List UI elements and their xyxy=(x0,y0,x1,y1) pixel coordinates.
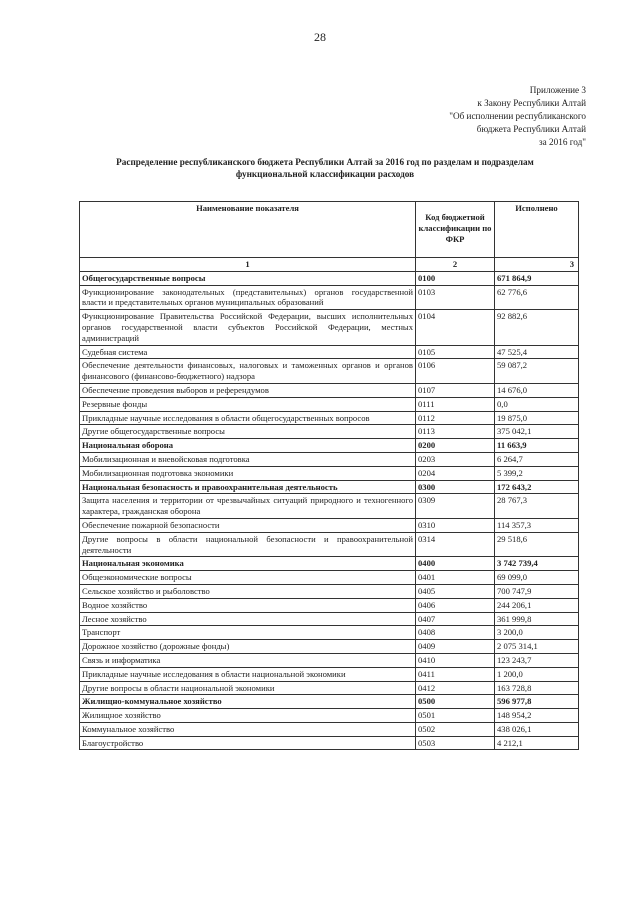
row-value: 14 676,0 xyxy=(495,383,579,397)
row-code: 0503 xyxy=(416,736,495,750)
row-value: 114 357,3 xyxy=(495,518,579,532)
row-name: Судебная система xyxy=(80,345,416,359)
row-name: Прикладные научные исследования в области общегосударственных вопросов xyxy=(80,411,416,425)
table-row xyxy=(80,612,579,626)
row-code: 0309 xyxy=(416,494,495,519)
table-row xyxy=(80,494,579,519)
table-row xyxy=(80,466,579,480)
table-row xyxy=(80,310,579,345)
table-header-row xyxy=(80,202,579,258)
appendix-line: Приложение 3 xyxy=(529,85,586,95)
row-value: 59 087,2 xyxy=(495,359,579,384)
row-value: 438 026,1 xyxy=(495,722,579,736)
row-value: 92 882,6 xyxy=(495,310,579,345)
table-row xyxy=(80,667,579,681)
table-row xyxy=(80,532,579,557)
row-name: Национальная экономика xyxy=(80,557,416,571)
page-number: 28 xyxy=(314,30,326,44)
row-value: 671 864,9 xyxy=(495,271,579,285)
row-code: 0405 xyxy=(416,584,495,598)
table-row xyxy=(80,640,579,654)
row-name: Функционирование законодательных (представительных) органов государственной власти и представительных органов муниципальных образований xyxy=(80,285,416,310)
table-row xyxy=(80,681,579,695)
row-value: 163 728,8 xyxy=(495,681,579,695)
row-code: 0314 xyxy=(416,532,495,557)
row-code: 0502 xyxy=(416,722,495,736)
row-value: 29 518,6 xyxy=(495,532,579,557)
row-name: Другие вопросы в области национальной экономики xyxy=(80,681,416,695)
row-code: 0401 xyxy=(416,571,495,585)
row-value: 3 742 739,4 xyxy=(495,557,579,571)
appendix-line: за 2016 год" xyxy=(539,137,586,147)
table-row xyxy=(80,571,579,585)
row-value: 596 977,8 xyxy=(495,695,579,709)
row-value: 69 099,0 xyxy=(495,571,579,585)
header-value: Исполнено xyxy=(495,202,579,258)
row-name: Национальная оборона xyxy=(80,439,416,453)
column-number: 3 xyxy=(495,258,579,272)
row-code: 0406 xyxy=(416,598,495,612)
row-value: 6 264,7 xyxy=(495,452,579,466)
row-name: Обеспечение пожарной безопасности xyxy=(80,518,416,532)
row-name: Жилищное хозяйство xyxy=(80,709,416,723)
row-name: Мобилизационная подготовка экономики xyxy=(80,466,416,480)
row-code: 0409 xyxy=(416,640,495,654)
row-value: 148 954,2 xyxy=(495,709,579,723)
row-value: 700 747,9 xyxy=(495,584,579,598)
title-line: Распределение республиканского бюджета Республики Алтай за 2016 год по разделам и подразделам xyxy=(116,157,534,167)
table-row xyxy=(80,626,579,640)
row-name: Дорожное хозяйство (дорожные фонды) xyxy=(80,640,416,654)
table-row xyxy=(80,736,579,750)
row-code: 0106 xyxy=(416,359,495,384)
row-value: 11 663,9 xyxy=(495,439,579,453)
appendix-line: к Закону Республики Алтай xyxy=(477,98,586,108)
row-name: Защита населения и территории от чрезвычайных ситуаций природного и техногенного характера, гражданская оборона xyxy=(80,494,416,519)
table-row xyxy=(80,598,579,612)
header-code: Код бюджетной классификации по ФКР xyxy=(416,202,495,258)
row-code: 0408 xyxy=(416,626,495,640)
row-name: Прикладные научные исследования в области национальной экономики xyxy=(80,667,416,681)
row-value: 172 643,2 xyxy=(495,480,579,494)
table-row xyxy=(80,480,579,494)
row-code: 0310 xyxy=(416,518,495,532)
table-row xyxy=(80,653,579,667)
row-name: Транспорт xyxy=(80,626,416,640)
row-value: 19 875,0 xyxy=(495,411,579,425)
row-value: 361 999,8 xyxy=(495,612,579,626)
row-code: 0104 xyxy=(416,310,495,345)
column-number: 2 xyxy=(416,258,495,272)
row-name: Обеспечение проведения выборов и референдумов xyxy=(80,383,416,397)
row-value: 0,0 xyxy=(495,397,579,411)
row-value: 4 212,1 xyxy=(495,736,579,750)
table-row xyxy=(80,359,579,384)
table-row xyxy=(80,722,579,736)
row-name: Благоустройство xyxy=(80,736,416,750)
row-name: Жилищно-коммунальное хозяйство xyxy=(80,695,416,709)
table-row xyxy=(80,439,579,453)
row-value: 2 075 314,1 xyxy=(495,640,579,654)
appendix-line: бюджета Республики Алтай xyxy=(476,124,586,134)
row-name: Связь и информатика xyxy=(80,653,416,667)
row-code: 0411 xyxy=(416,667,495,681)
row-code: 0501 xyxy=(416,709,495,723)
row-name: Другие общегосударственные вопросы xyxy=(80,425,416,439)
column-number: 1 xyxy=(80,258,416,272)
table-body xyxy=(80,271,579,750)
row-name: Коммунальное хозяйство xyxy=(80,722,416,736)
row-code: 0113 xyxy=(416,425,495,439)
table-row xyxy=(80,425,579,439)
row-code: 0107 xyxy=(416,383,495,397)
table-row xyxy=(80,584,579,598)
row-name: Общеэкономические вопросы xyxy=(80,571,416,585)
row-code: 0105 xyxy=(416,345,495,359)
row-value: 375 042,1 xyxy=(495,425,579,439)
row-value: 123 243,7 xyxy=(495,653,579,667)
row-name: Лесное хозяйство xyxy=(80,612,416,626)
row-code: 0203 xyxy=(416,452,495,466)
table-row xyxy=(80,383,579,397)
table-row xyxy=(80,452,579,466)
appendix-line: "Об исполнении республиканского xyxy=(449,111,586,121)
row-code: 0410 xyxy=(416,653,495,667)
row-name: Обеспечение деятельности финансовых, налоговых и таможенных органов и органов финансового (финансово-бюджетного) надзора xyxy=(80,359,416,384)
title-line: функциональной классификации расходов xyxy=(235,169,415,179)
table-row xyxy=(80,518,579,532)
row-code: 0112 xyxy=(416,411,495,425)
header-name: Наименование показателя xyxy=(80,202,416,258)
row-name: Водное хозяйство xyxy=(80,598,416,612)
table-row xyxy=(80,345,579,359)
row-value: 28 767,3 xyxy=(495,494,579,519)
table-row xyxy=(80,695,579,709)
row-value: 5 399,2 xyxy=(495,466,579,480)
document-title xyxy=(90,156,560,180)
row-code: 0407 xyxy=(416,612,495,626)
row-code: 0200 xyxy=(416,439,495,453)
row-value: 244 206,1 xyxy=(495,598,579,612)
table-row xyxy=(80,709,579,723)
row-value: 1 200,0 xyxy=(495,667,579,681)
table-row xyxy=(80,285,579,310)
table-row xyxy=(80,411,579,425)
row-name: Национальная безопасность и правоохранительная деятельность xyxy=(80,480,416,494)
row-name: Общегосударственные вопросы xyxy=(80,271,416,285)
row-code: 0500 xyxy=(416,695,495,709)
row-value: 3 200,0 xyxy=(495,626,579,640)
row-code: 0103 xyxy=(416,285,495,310)
row-code: 0300 xyxy=(416,480,495,494)
budget-table xyxy=(79,201,579,750)
appendix-note xyxy=(326,84,586,149)
column-number-row xyxy=(80,258,579,272)
row-value: 62 776,6 xyxy=(495,285,579,310)
row-code: 0100 xyxy=(416,271,495,285)
table-row xyxy=(80,397,579,411)
row-name: Резервные фонды xyxy=(80,397,416,411)
row-code: 0204 xyxy=(416,466,495,480)
row-code: 0111 xyxy=(416,397,495,411)
table-row xyxy=(80,271,579,285)
row-value: 47 525,4 xyxy=(495,345,579,359)
table-row xyxy=(80,557,579,571)
row-name: Другие вопросы в области национальной безопасности и правоохранительной деятельности xyxy=(80,532,416,557)
row-code: 0412 xyxy=(416,681,495,695)
row-name: Сельское хозяйство и рыболовство xyxy=(80,584,416,598)
row-code: 0400 xyxy=(416,557,495,571)
row-name: Функционирование Правительства Российской Федерации, высших исполнительных органов государственной власти субъектов Российской Федерации, местных администраций xyxy=(80,310,416,345)
row-name: Мобилизационная и вневойсковая подготовка xyxy=(80,452,416,466)
